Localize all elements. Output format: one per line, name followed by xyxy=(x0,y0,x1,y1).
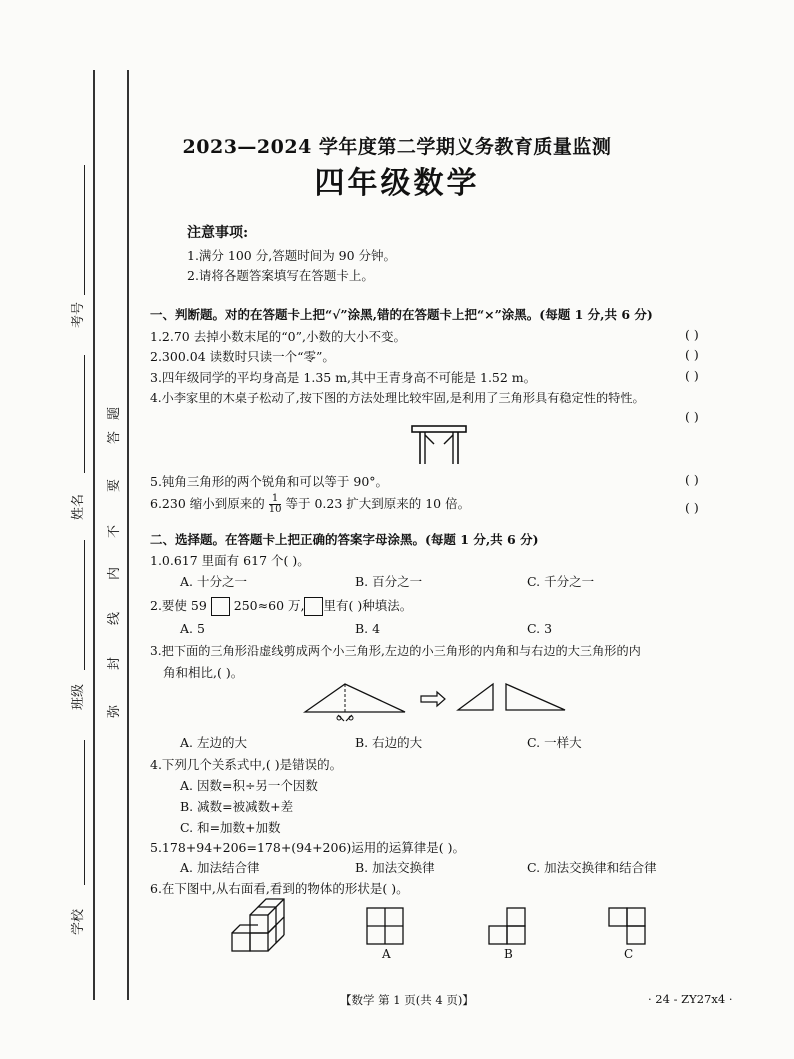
s2-q2-option-b[interactable]: B. 4 xyxy=(355,621,381,636)
page-footer: 【数学 第 1 页(共 4 页)】 xyxy=(340,993,474,1007)
s1-q1-answer[interactable]: ( ) xyxy=(685,327,699,342)
name-label: 姓名 xyxy=(71,493,86,520)
s2-q5: 5.178+94+206=178+(94+206)运用的运算律是( )。 xyxy=(150,840,466,855)
s2-q2-option-a[interactable]: A. 5 xyxy=(180,621,205,636)
s2-q4-option-c[interactable]: C. 和=加数+加数 xyxy=(180,820,281,835)
school-label: 学校 xyxy=(71,908,86,935)
section2-heading: 二、选择题。在答题卡上把正确的答案字母涂黑。(每题 1 分,共 6 分) xyxy=(150,532,539,547)
s2-q1-option-b[interactable]: B. 百分之一 xyxy=(355,574,423,589)
fraction-numerator: 1 xyxy=(269,494,282,505)
s1-q1: 1.2.70 去掉小数末尾的“0”,小数的大小不变。 xyxy=(150,329,406,344)
option-c-figure xyxy=(608,907,646,945)
s1-q3-answer[interactable]: ( ) xyxy=(685,368,699,383)
class-label: 班级 xyxy=(71,683,86,710)
s2-q3-option-c[interactable]: C. 一样大 xyxy=(527,735,582,750)
table-figure xyxy=(412,426,466,466)
name-blank[interactable] xyxy=(84,355,85,473)
s1-q6-part2: 等于 0.23 扩大到原来的 10 倍。 xyxy=(285,496,471,511)
seal-text-8: 弥 xyxy=(107,704,122,718)
seal-text-6: 线 xyxy=(107,611,122,625)
binding-line-inner xyxy=(127,70,129,1000)
notes-heading: 注意事项: xyxy=(187,225,249,241)
option-a-figure xyxy=(366,907,404,945)
s1-q5: 5.钝角三角形的两个锐角和可以等于 90°。 xyxy=(150,474,389,489)
class-blank[interactable] xyxy=(84,540,85,670)
s2-q2-part3: 里有( )种填法。 xyxy=(323,598,413,613)
s2-q5-option-b[interactable]: B. 加法交换律 xyxy=(355,860,435,875)
fraction-denominator: 10 xyxy=(268,504,282,515)
s2-q2 xyxy=(150,596,412,616)
exam-number-label: 考号 xyxy=(71,301,86,328)
seal-text-4: 不 xyxy=(107,524,122,538)
s1-q4: 4.小李家里的木桌子松动了,按下图的方法处理比较牢固,是利用了三角形具有稳定性的特性。 xyxy=(150,391,645,405)
s2-q1: 1.0.617 里面有 617 个( )。 xyxy=(150,553,310,568)
blank-box-ref xyxy=(304,597,323,616)
note-2: 2.请将各题答案填写在答题卡上。 xyxy=(187,268,374,283)
note-1: 1.满分 100 分,答题时间为 90 分钟。 xyxy=(187,248,397,263)
s2-q2-part1: 2.要使 59 xyxy=(150,598,207,613)
triangle-cut-figure xyxy=(305,682,555,722)
s1-q6-answer[interactable]: ( ) xyxy=(685,500,699,515)
section1-heading: 一、判断题。对的在答题卡上把“√”涂黑,错的在答题卡上把“×”涂黑。(每题 1 分,共 6 分) xyxy=(150,307,653,322)
s2-q5-option-c[interactable]: C. 加法交换律和结合律 xyxy=(527,860,657,875)
s1-q2-answer[interactable]: ( ) xyxy=(685,347,699,362)
s2-q2-part2: 250≈60 万, xyxy=(233,598,305,613)
blank-box[interactable] xyxy=(211,597,230,616)
s2-q5-option-a[interactable]: A. 加法结合律 xyxy=(180,860,260,875)
exam-title: 2023—2024 学年度第二学期义务教育质量监测 xyxy=(182,136,612,158)
s1-q6 xyxy=(150,494,470,515)
s2-q6: 6.在下图中,从右面看,看到的物体的形状是( )。 xyxy=(150,881,409,896)
subject-title: 四年级数学 xyxy=(314,166,480,201)
s2-q3-option-a[interactable]: A. 左边的大 xyxy=(180,735,247,750)
seal-text-3: 要 xyxy=(107,478,122,492)
s1-q3: 3.四年级同学的平均身高是 1.35 m,其中王青身高不可能是 1.52 m。 xyxy=(150,370,537,385)
s1-q4-answer[interactable]: ( ) xyxy=(685,409,699,424)
fraction-one-tenth xyxy=(269,494,282,515)
s2-q4: 4.下列几个关系式中,( )是错误的。 xyxy=(150,757,343,772)
s2-q1-option-a[interactable]: A. 十分之一 xyxy=(180,574,247,589)
s1-q5-answer[interactable]: ( ) xyxy=(685,472,699,487)
footer-code: · 24 - ZY27x4 · xyxy=(648,992,733,1006)
seal-text-5: 内 xyxy=(107,566,122,580)
option-a-label[interactable]: A xyxy=(382,947,391,961)
cube-stack-figure xyxy=(232,897,292,955)
s1-q2: 2.300.04 读数时只读一个“零”。 xyxy=(150,349,335,364)
option-c-label[interactable]: C xyxy=(624,947,634,961)
school-blank[interactable] xyxy=(84,740,85,885)
s1-q6-part1: 6.230 缩小到原来的 xyxy=(150,496,265,511)
option-b-figure xyxy=(488,907,526,945)
s2-q3-option-b[interactable]: B. 右边的大 xyxy=(355,735,423,750)
option-b-label[interactable]: B xyxy=(504,947,513,961)
s2-q2-option-c[interactable]: C. 3 xyxy=(527,621,553,636)
seal-text-7: 封 xyxy=(107,656,122,670)
s2-q3-line2: 角和相比,( )。 xyxy=(163,665,244,680)
seal-text-1: 题 xyxy=(107,406,122,420)
s2-q4-option-a[interactable]: A. 因数=积÷另一个因数 xyxy=(180,778,318,793)
s2-q4-option-b[interactable]: B. 减数=被减数+差 xyxy=(180,799,294,814)
binding-line-outer xyxy=(93,70,95,1000)
s2-q1-option-c[interactable]: C. 千分之一 xyxy=(527,574,595,589)
seal-text-2: 答 xyxy=(107,430,122,444)
s2-q3-line1: 3.把下面的三角形沿虚线剪成两个小三角形,左边的小三角形的内角和与右边的大三角形的内 xyxy=(150,644,641,658)
